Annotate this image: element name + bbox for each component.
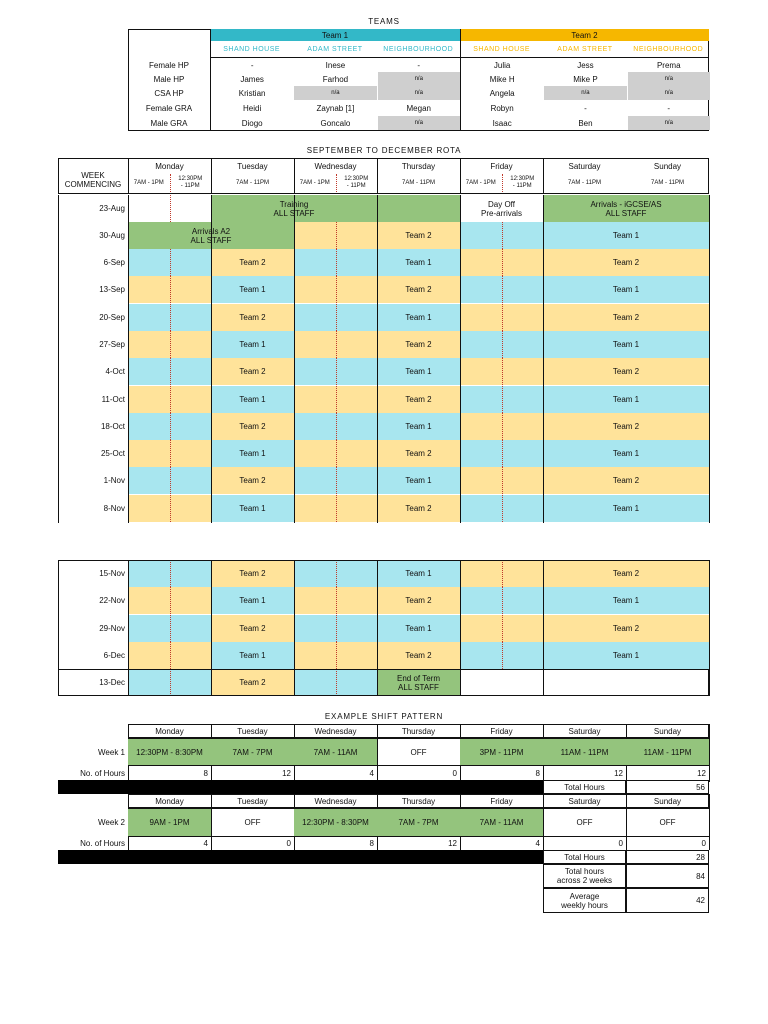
team2-member: Mike P bbox=[573, 74, 598, 84]
team-cell: Team 1 bbox=[543, 642, 709, 669]
time-label: 7AM - 11PM bbox=[651, 179, 684, 186]
team-cell: Team 1 bbox=[543, 587, 709, 614]
shift-time: 3PM - 11PM bbox=[460, 739, 543, 765]
hours-value: 8 bbox=[535, 768, 540, 778]
empty-cell bbox=[460, 669, 709, 696]
day-header: Monday bbox=[155, 161, 184, 171]
team-cell: Team 2 bbox=[211, 249, 294, 276]
week-date: 25-Oct bbox=[100, 449, 125, 459]
team-cell: Team 1 bbox=[543, 386, 709, 413]
team-cell: Team 2 bbox=[211, 304, 294, 331]
total-label: Total Hours bbox=[543, 850, 626, 864]
hours-label: No. of Hours bbox=[80, 838, 125, 848]
team-cell: Team 2 bbox=[377, 495, 460, 522]
average-value: 42 bbox=[626, 888, 709, 913]
time-label: 7AM - 1PM bbox=[299, 179, 330, 186]
role-label: Female GRA bbox=[145, 103, 193, 113]
grid-line bbox=[128, 765, 709, 766]
team1-member: James bbox=[240, 74, 264, 84]
shift-day-header: Thursday bbox=[401, 726, 436, 736]
grid-line bbox=[709, 794, 710, 850]
shift-divider bbox=[170, 440, 171, 467]
team-cell: Team 1 bbox=[211, 587, 294, 614]
shift-time: OFF bbox=[244, 817, 261, 827]
week-date: 20-Sep bbox=[99, 312, 125, 322]
shift-time: 11AM - 11PM bbox=[543, 739, 626, 765]
grid-line bbox=[58, 560, 709, 561]
team-cell: Team 2 bbox=[377, 276, 460, 303]
shift-divider bbox=[170, 560, 171, 587]
shift-divider bbox=[502, 587, 503, 614]
shift-divider bbox=[336, 467, 337, 494]
team1-header: Team 1 bbox=[210, 29, 460, 41]
shift-time: 12:30PM - 8:30PM bbox=[294, 808, 377, 836]
team-cell: Team 2 bbox=[377, 642, 460, 669]
week-date: 22-Nov bbox=[99, 596, 125, 606]
week-date: 27-Sep bbox=[99, 339, 125, 349]
hours-value: 0 bbox=[701, 838, 706, 848]
shift-time: 12:30PM - 8:30PM bbox=[128, 739, 211, 765]
team1-member: Zaynab [1] bbox=[316, 103, 355, 113]
time-label: 7AM - 11PM bbox=[236, 179, 269, 186]
shift-day-header: Monday bbox=[155, 726, 184, 736]
team1-member: Inese bbox=[325, 60, 346, 70]
time-label: 12:30PM - 11PM bbox=[510, 176, 535, 189]
shift-time: 11AM - 11PM bbox=[626, 739, 709, 765]
team-cell: Team 2 bbox=[543, 304, 709, 331]
team-cell: Team 1 bbox=[543, 440, 709, 467]
hours-value: 0 bbox=[618, 838, 623, 848]
week-date: 6-Dec bbox=[103, 650, 125, 660]
arrivals-cell: Arrivals A2 ALL STAFF bbox=[128, 222, 294, 249]
role-label: CSA HP bbox=[154, 88, 184, 98]
shift-divider bbox=[502, 560, 503, 587]
grid-line bbox=[294, 560, 295, 696]
week-date: 18-Oct bbox=[100, 421, 125, 431]
shift-day-header: Sunday bbox=[653, 726, 682, 736]
hours-value: 4 bbox=[535, 838, 540, 848]
team1-member: - bbox=[250, 60, 254, 70]
team-cell: Team 1 bbox=[377, 249, 460, 276]
rota-title: SEPTEMBER TO DECEMBER ROTA bbox=[306, 146, 462, 155]
team1-member: Heidi bbox=[243, 103, 262, 113]
time-label: 7AM - 1PM bbox=[133, 179, 164, 186]
team2-member: Robyn bbox=[490, 103, 514, 113]
average-label: Average weekly hours bbox=[543, 888, 626, 913]
team-cell: Team 1 bbox=[211, 386, 294, 413]
role-label: Male HP bbox=[153, 74, 185, 84]
team1-member: - bbox=[417, 60, 421, 70]
grid-line bbox=[377, 560, 378, 696]
team1-location: SHAND HOUSE bbox=[223, 46, 281, 53]
end-of-term-cell: End of Term ALL STAFF bbox=[377, 669, 460, 696]
team1-member: n/a bbox=[378, 86, 460, 100]
team-cell: Team 2 bbox=[211, 413, 294, 440]
week-date: 4-Oct bbox=[105, 367, 125, 377]
team-cell: Team 2 bbox=[377, 386, 460, 413]
shift-title: EXAMPLE SHIFT PATTERN bbox=[324, 712, 444, 721]
team2-member: Mike H bbox=[489, 74, 515, 84]
team2-member: n/a bbox=[628, 116, 710, 130]
shift-divider bbox=[336, 304, 337, 331]
shift-time: OFF bbox=[410, 747, 427, 757]
shift-time: 9AM - 1PM bbox=[128, 808, 211, 836]
grid-line bbox=[58, 195, 59, 523]
shift-day-header: Wednesday bbox=[314, 796, 357, 806]
week-date: 13-Dec bbox=[99, 678, 125, 687]
training-cell bbox=[377, 195, 460, 222]
week-label: Week 1 bbox=[98, 747, 125, 757]
week-date: 30-Aug bbox=[99, 231, 125, 240]
hours-label: No. of Hours bbox=[80, 768, 125, 778]
shift-day-header: Sunday bbox=[653, 796, 682, 806]
shift-divider bbox=[170, 587, 171, 614]
role-label: Female HP bbox=[148, 60, 189, 70]
team-cell: Team 1 bbox=[377, 358, 460, 385]
shift-day-header: Monday bbox=[155, 796, 184, 806]
team-cell: Team 1 bbox=[377, 467, 460, 494]
shift-divider bbox=[170, 276, 171, 303]
shift-divider bbox=[336, 642, 337, 669]
week-date: 8-Nov bbox=[103, 503, 125, 513]
team-cell: Team 2 bbox=[211, 615, 294, 642]
hours-value: 8 bbox=[203, 768, 208, 778]
hours-value: 0 bbox=[452, 768, 457, 778]
week-date: 11-Oct bbox=[101, 394, 125, 404]
total-value: 28 bbox=[626, 850, 709, 864]
team2-member: - bbox=[667, 103, 671, 113]
team-cell: Team 2 bbox=[543, 467, 709, 494]
week-date: 13-Sep bbox=[99, 285, 125, 295]
shift-divider bbox=[170, 195, 171, 222]
team-cell: Team 2 bbox=[543, 560, 709, 587]
week-date: 23-Aug bbox=[99, 204, 125, 213]
team2-member: Jess bbox=[577, 60, 594, 70]
grid-line bbox=[128, 195, 129, 523]
shift-divider bbox=[502, 495, 503, 522]
team1-member: n/a bbox=[378, 116, 460, 130]
week-label: Week 2 bbox=[98, 817, 125, 827]
grid-line bbox=[543, 195, 544, 523]
shift-divider bbox=[170, 615, 171, 642]
shift-day-header: Thursday bbox=[401, 796, 436, 806]
shift-divider bbox=[502, 440, 503, 467]
shift-time: OFF bbox=[576, 817, 593, 827]
day-off-cell: Day Off Pre-arrivals bbox=[481, 199, 522, 218]
team2-location: NEIGHBOURHOOD bbox=[633, 46, 704, 53]
team1-member: n/a bbox=[294, 86, 376, 100]
shift-divider bbox=[336, 386, 337, 413]
week-date: 15-Nov bbox=[99, 569, 125, 578]
grid-line bbox=[128, 808, 709, 809]
shift-divider bbox=[502, 249, 503, 276]
arrivals-cell: Arrivals - iGCSE/AS ALL STAFF bbox=[543, 195, 709, 222]
shift-day-header: Tuesday bbox=[237, 726, 268, 736]
shift-divider bbox=[336, 276, 337, 303]
total-across-label: Total hours across 2 weeks bbox=[543, 864, 626, 888]
team-cell: Team 2 bbox=[543, 249, 709, 276]
team1-member: Farhod bbox=[322, 74, 349, 84]
shift-divider bbox=[170, 331, 171, 358]
shift-divider bbox=[336, 495, 337, 522]
hours-value: 4 bbox=[369, 768, 374, 778]
total-across-value: 84 bbox=[626, 864, 709, 888]
team-cell: Team 2 bbox=[377, 587, 460, 614]
shift-divider bbox=[170, 467, 171, 494]
shift-divider bbox=[502, 467, 503, 494]
team1-member: n/a bbox=[378, 72, 460, 86]
shift-divider bbox=[502, 331, 503, 358]
shift-divider bbox=[170, 413, 171, 440]
shift-time: 7AM - 11AM bbox=[460, 808, 543, 836]
time-label: 7AM - 1PM bbox=[465, 179, 496, 186]
team-cell: Team 2 bbox=[211, 669, 294, 696]
hours-value: 12 bbox=[697, 768, 706, 778]
day-header: Thursday bbox=[401, 161, 436, 171]
separator-bar bbox=[58, 780, 544, 794]
team-cell: Team 2 bbox=[543, 413, 709, 440]
team2-member: Isaac bbox=[492, 118, 512, 128]
shift-divider bbox=[502, 615, 503, 642]
shift-divider bbox=[502, 222, 503, 249]
shift-time: 7AM - 7PM bbox=[211, 739, 294, 765]
team-cell: Team 2 bbox=[543, 358, 709, 385]
shift-divider bbox=[170, 386, 171, 413]
shift-divider bbox=[502, 386, 503, 413]
shift-divider bbox=[336, 440, 337, 467]
team-cell: Team 2 bbox=[211, 358, 294, 385]
shift-time: 7AM - 11AM bbox=[294, 739, 377, 765]
grid-line bbox=[58, 560, 59, 696]
team2-header: Team 2 bbox=[460, 29, 709, 41]
separator-bar bbox=[58, 850, 544, 864]
team-cell: Team 1 bbox=[543, 276, 709, 303]
day-header: Sunday bbox=[653, 161, 682, 171]
team2-member: Ben bbox=[578, 118, 593, 128]
team-cell: Team 1 bbox=[543, 495, 709, 522]
shift-day-header: Wednesday bbox=[314, 726, 357, 736]
team-cell: Team 2 bbox=[377, 222, 460, 249]
team1-location: NEIGHBOURHOOD bbox=[383, 46, 454, 53]
shift-divider bbox=[336, 358, 337, 385]
team1-location: ADAM STREET bbox=[307, 46, 363, 53]
grid-line bbox=[709, 724, 710, 782]
shift-time: OFF bbox=[659, 817, 676, 827]
team1-member: Kristian bbox=[238, 88, 266, 98]
team2-location: SHAND HOUSE bbox=[473, 46, 531, 53]
team1-member: Diogo bbox=[241, 118, 263, 128]
teams-title: TEAMS bbox=[368, 17, 400, 26]
team2-member: Julia bbox=[493, 60, 511, 70]
week-date: 6-Sep bbox=[103, 258, 125, 267]
team-cell: Team 1 bbox=[211, 276, 294, 303]
day-header: Saturday bbox=[568, 161, 601, 171]
grid-line bbox=[460, 195, 461, 523]
shift-divider bbox=[502, 642, 503, 669]
total-value: 56 bbox=[626, 780, 709, 794]
grid-line bbox=[128, 836, 709, 837]
shift-divider bbox=[336, 222, 337, 249]
team-cell: Team 1 bbox=[377, 304, 460, 331]
week-commencing-label: WEEK COMMENCING bbox=[64, 171, 122, 189]
team1-member: Megan bbox=[406, 103, 431, 113]
shift-divider bbox=[170, 304, 171, 331]
team2-member: - bbox=[584, 103, 587, 113]
grid-line bbox=[709, 560, 710, 696]
grid-line bbox=[294, 195, 295, 523]
team2-member: Prema bbox=[656, 60, 681, 70]
team-cell: Team 1 bbox=[543, 222, 709, 249]
grid-line bbox=[211, 560, 212, 696]
shift-divider bbox=[502, 413, 503, 440]
team2-member: n/a bbox=[628, 86, 710, 100]
shift-divider bbox=[170, 495, 171, 522]
shift-time: 7AM - 7PM bbox=[377, 808, 460, 836]
shift-day-header: Tuesday bbox=[237, 796, 268, 806]
time-label: 12:30PM - 11PM bbox=[344, 176, 369, 189]
hours-value: 0 bbox=[286, 838, 291, 848]
training-cell: Training ALL STAFF bbox=[211, 195, 377, 222]
shift-divider bbox=[170, 669, 171, 696]
shift-divider bbox=[336, 174, 337, 192]
shift-divider bbox=[170, 358, 171, 385]
total-label: Total Hours bbox=[543, 780, 626, 794]
time-label: 7AM - 11PM bbox=[402, 179, 435, 186]
shift-divider bbox=[336, 413, 337, 440]
team-cell: Team 1 bbox=[211, 495, 294, 522]
hours-value: 12 bbox=[448, 838, 457, 848]
time-label: 12:30PM - 11PM bbox=[178, 176, 203, 189]
team-cell: Team 2 bbox=[543, 615, 709, 642]
week-date: 29-Nov bbox=[99, 623, 125, 633]
team1-member: Goncalo bbox=[320, 118, 351, 128]
team-cell: Team 1 bbox=[211, 440, 294, 467]
hours-value: 12 bbox=[614, 768, 623, 778]
grid-line bbox=[128, 738, 709, 739]
shift-divider bbox=[336, 587, 337, 614]
shift-divider bbox=[170, 174, 171, 192]
day-header: Wednesday bbox=[314, 161, 357, 171]
day-header: Friday bbox=[490, 161, 513, 171]
shift-divider bbox=[502, 304, 503, 331]
team2-member: Angela bbox=[489, 88, 515, 98]
hours-value: 12 bbox=[282, 768, 291, 778]
team2-location: ADAM STREET bbox=[557, 46, 613, 53]
shift-divider bbox=[336, 249, 337, 276]
shift-divider bbox=[336, 669, 337, 696]
team2-member: n/a bbox=[544, 86, 626, 100]
hours-value: 8 bbox=[369, 838, 374, 848]
team-cell: Team 1 bbox=[377, 413, 460, 440]
shift-day-header: Friday bbox=[490, 796, 513, 806]
shift-divider bbox=[336, 331, 337, 358]
grid-line bbox=[211, 195, 212, 523]
shift-day-header: Saturday bbox=[568, 796, 601, 806]
shift-divider bbox=[170, 642, 171, 669]
week-date: 1-Nov bbox=[103, 476, 125, 486]
day-header: Tuesday bbox=[237, 161, 268, 171]
team2-member: n/a bbox=[628, 72, 710, 86]
shift-divider bbox=[502, 276, 503, 303]
shift-divider bbox=[336, 615, 337, 642]
team-cell: Team 2 bbox=[211, 467, 294, 494]
shift-divider bbox=[336, 560, 337, 587]
time-label: 7AM - 11PM bbox=[568, 179, 601, 186]
team-cell: Team 1 bbox=[377, 560, 460, 587]
role-label: Male GRA bbox=[150, 118, 188, 128]
team-cell: Team 2 bbox=[211, 560, 294, 587]
shift-day-header: Saturday bbox=[568, 726, 601, 736]
shift-day-header: Friday bbox=[490, 726, 513, 736]
team-cell: Team 2 bbox=[377, 440, 460, 467]
team-cell: Team 1 bbox=[377, 615, 460, 642]
grid-line bbox=[377, 195, 378, 523]
shift-divider bbox=[170, 249, 171, 276]
shift-divider bbox=[502, 358, 503, 385]
hours-value: 4 bbox=[203, 838, 208, 848]
team-cell: Team 1 bbox=[211, 331, 294, 358]
shift-divider bbox=[502, 174, 503, 192]
team-cell: Team 2 bbox=[377, 331, 460, 358]
team-cell: Team 1 bbox=[211, 642, 294, 669]
team-cell: Team 1 bbox=[543, 331, 709, 358]
grid-line bbox=[128, 560, 129, 696]
grid-line bbox=[709, 195, 710, 523]
